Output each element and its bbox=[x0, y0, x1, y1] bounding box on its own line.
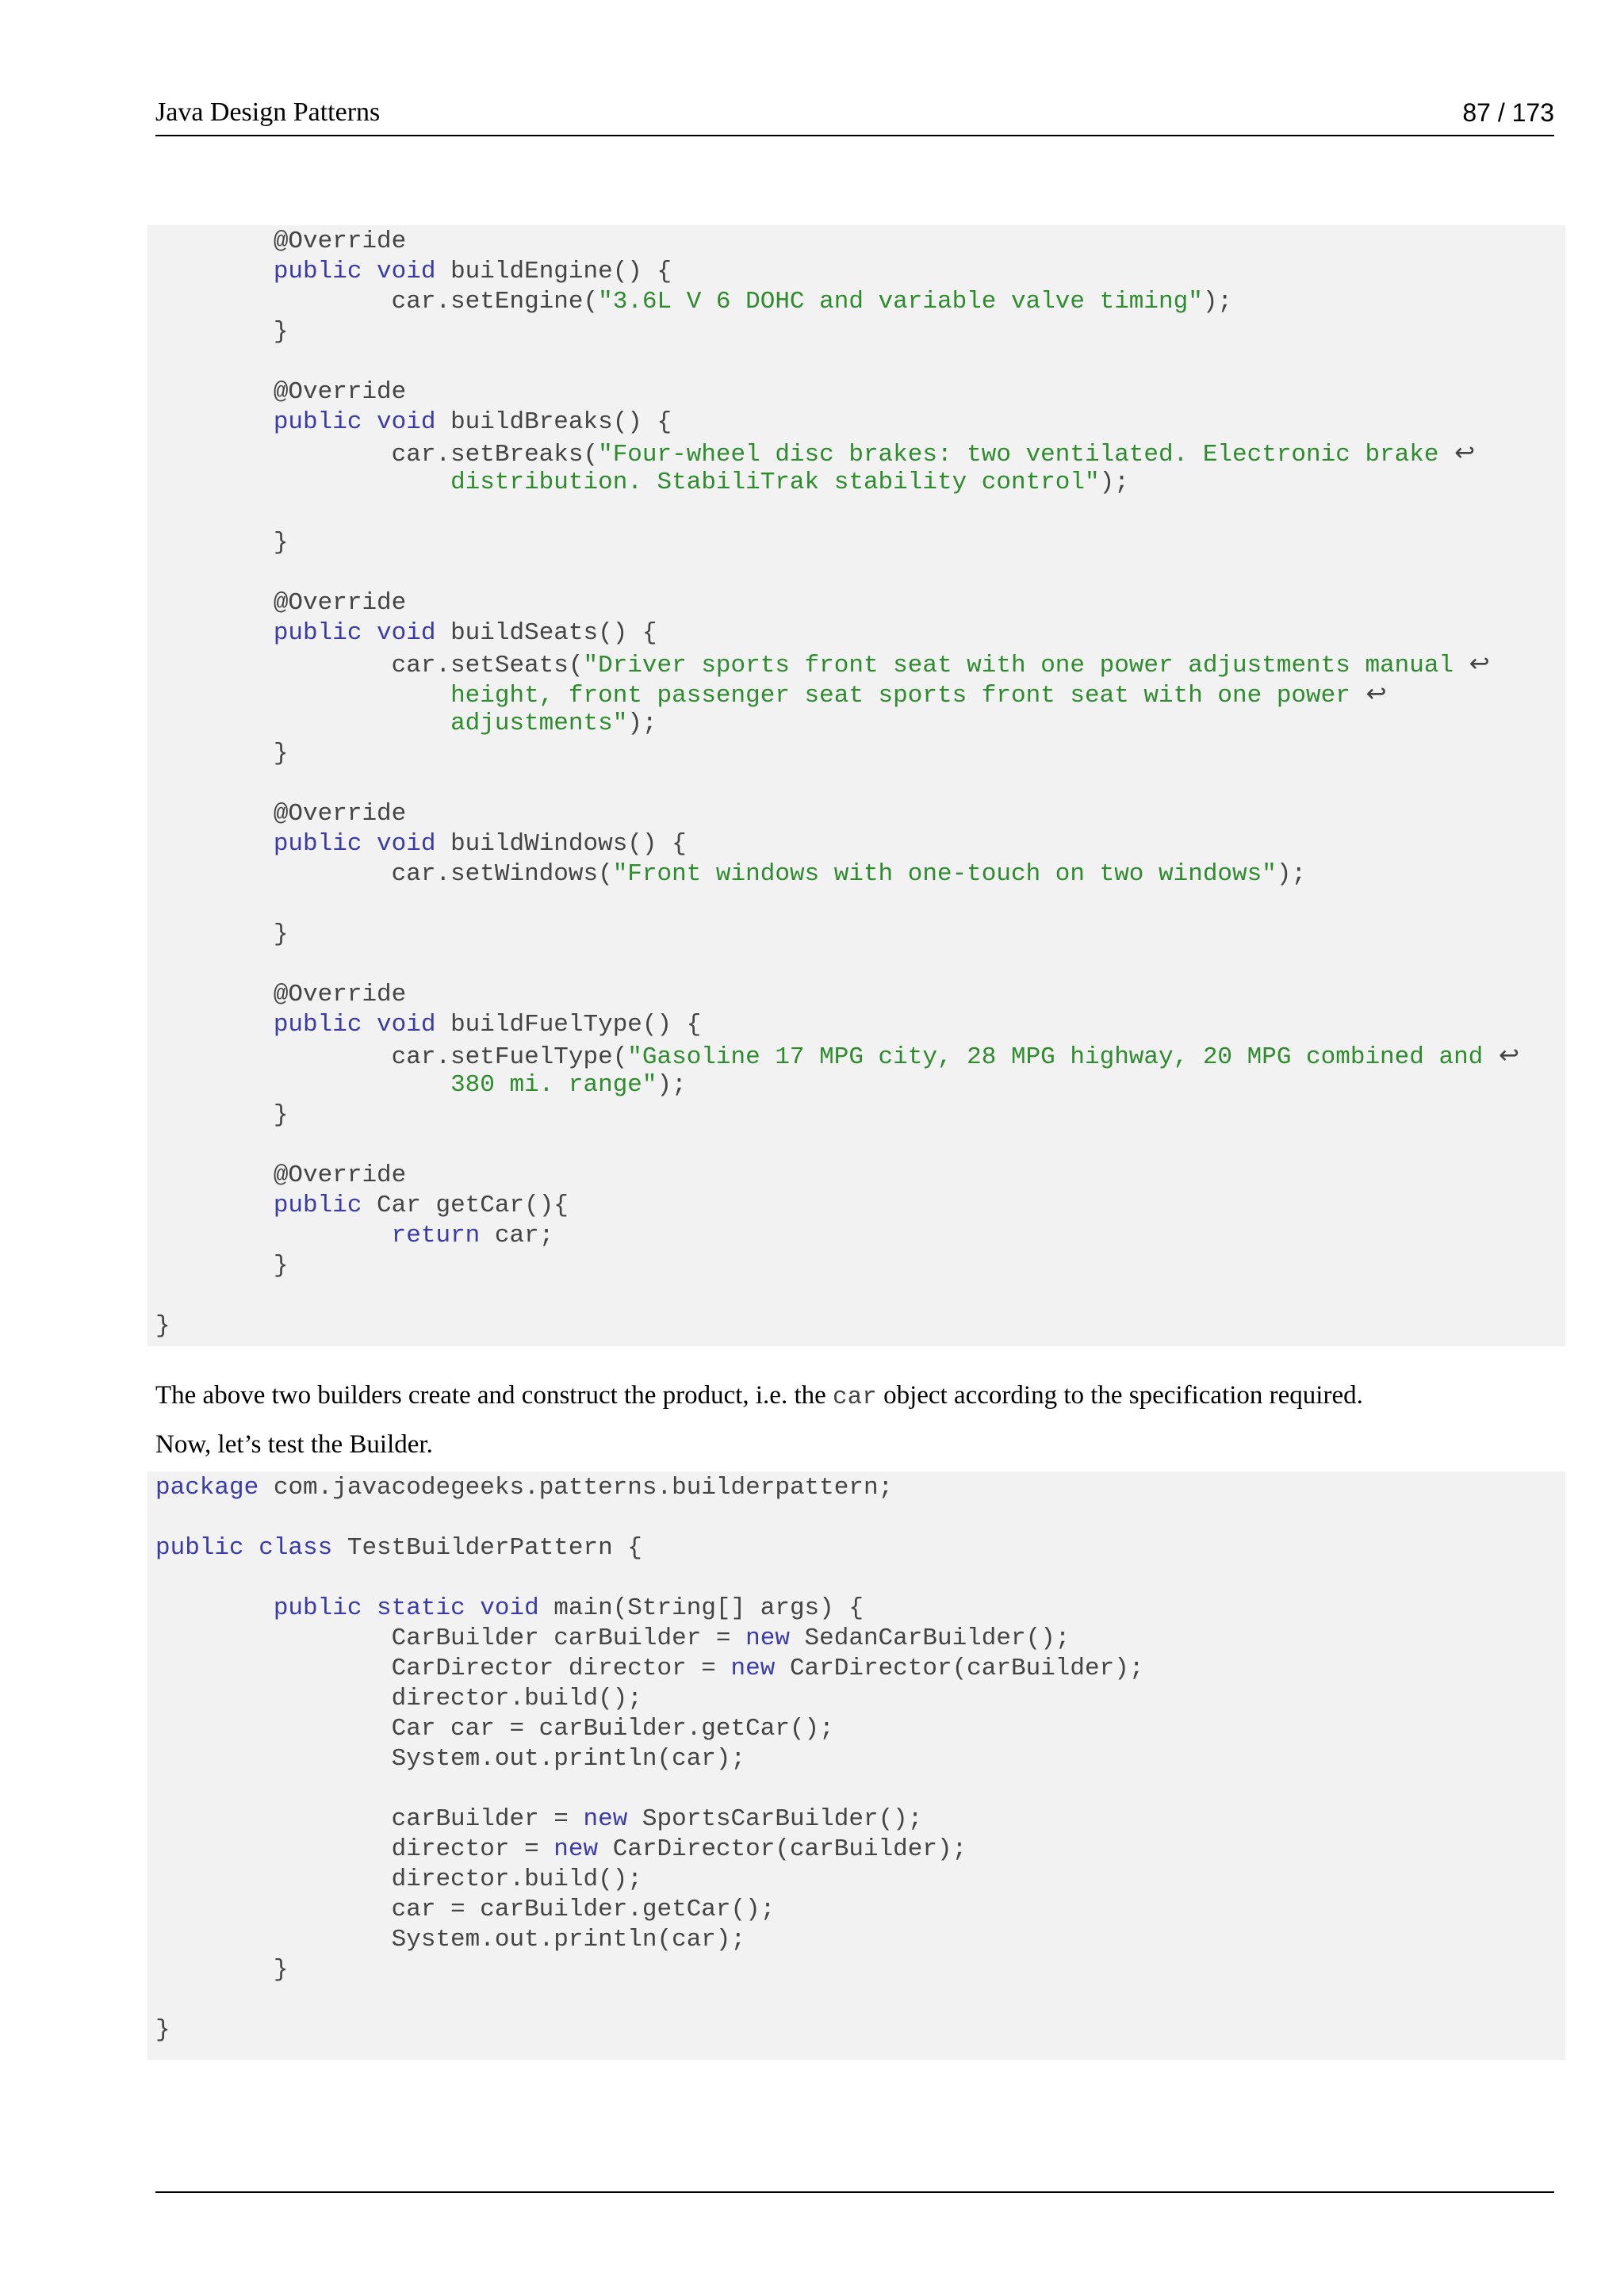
code-token: ); bbox=[1202, 288, 1233, 316]
code-string: "Front windows with one-touch on two windows" bbox=[612, 860, 1277, 888]
code-token: } bbox=[155, 1312, 170, 1340]
paragraph-builders-explanation bbox=[155, 1380, 1554, 1414]
code-token: } bbox=[155, 1956, 289, 1984]
code-token: CarDirector(carBuilder); bbox=[775, 1655, 1144, 1682]
code-token: Car car = carBuilder.getCar(); bbox=[155, 1715, 834, 1743]
code-token: buildFuelType() { bbox=[435, 1011, 702, 1039]
code-line bbox=[155, 558, 1565, 588]
code-string: adjustments" bbox=[450, 710, 628, 737]
code-token: com.javacodegeeks.patterns.builderpattern; bbox=[259, 1474, 894, 1502]
code-token: buildEngine() { bbox=[435, 258, 672, 285]
code-line bbox=[155, 1040, 1565, 1070]
code-token: } bbox=[155, 529, 289, 557]
code-line bbox=[155, 1714, 1565, 1744]
code-line bbox=[155, 980, 1565, 1010]
code-string: distribution. StabiliTrak stability control" bbox=[450, 469, 1100, 496]
line-continuation-icon: ↩ bbox=[1350, 679, 1387, 708]
code-line bbox=[155, 950, 1565, 980]
code-string: 380 mi. range" bbox=[450, 1071, 657, 1099]
code-token: ); bbox=[627, 710, 657, 737]
code-line bbox=[155, 468, 1565, 498]
code-token: car.setFuelType( bbox=[155, 1043, 628, 1071]
code-token: ); bbox=[657, 1071, 687, 1099]
code-token: ); bbox=[1276, 860, 1307, 888]
code-line bbox=[155, 649, 1565, 679]
code-token: carBuilder = bbox=[155, 1805, 584, 1833]
document-title: Java Design Patterns bbox=[155, 98, 381, 127]
code-keyword: public void bbox=[273, 619, 436, 647]
code-token bbox=[155, 408, 274, 436]
code-keyword: public class bbox=[155, 1534, 333, 1562]
code-string: height, front passenger seat sports front seat with one power bbox=[450, 682, 1350, 710]
page-header bbox=[155, 97, 1554, 136]
code-line bbox=[155, 618, 1565, 649]
code-token: buildSeats() { bbox=[435, 619, 657, 647]
code-line bbox=[155, 1503, 1565, 1533]
code-token: car = carBuilder.getCar(); bbox=[155, 1896, 776, 1923]
code-line bbox=[155, 1624, 1565, 1654]
code-line bbox=[155, 1473, 1565, 1503]
code-token: car.setEngine( bbox=[155, 288, 599, 316]
code-line bbox=[155, 1010, 1565, 1040]
code-keyword: public bbox=[273, 1192, 362, 1219]
code-token: director.build(); bbox=[155, 1866, 642, 1893]
page-number: 87 / 173 bbox=[1462, 98, 1554, 127]
code-line bbox=[155, 588, 1565, 618]
code-string: "3.6L V 6 DOHC and variable valve timing" bbox=[598, 288, 1203, 316]
code-line bbox=[155, 920, 1565, 950]
code-line bbox=[155, 1774, 1565, 1804]
code-line bbox=[155, 528, 1565, 558]
code-token: CarDirector(carBuilder); bbox=[598, 1835, 967, 1863]
inline-code-car: car bbox=[833, 1383, 877, 1411]
code-token: director = bbox=[155, 1835, 554, 1863]
code-token: @Override bbox=[155, 800, 407, 828]
code-token bbox=[155, 710, 450, 737]
code-line bbox=[155, 1161, 1565, 1191]
code-token: } bbox=[155, 2016, 170, 2044]
code-token bbox=[155, 258, 274, 285]
code-token: SportsCarBuilder(); bbox=[627, 1805, 923, 1833]
code-keyword: new bbox=[745, 1624, 790, 1652]
code-line bbox=[155, 1251, 1565, 1281]
code-token bbox=[155, 1192, 274, 1219]
code-keyword: public void bbox=[273, 830, 436, 858]
code-token: @Override bbox=[155, 1161, 407, 1189]
code-token: SedanCarBuilder(); bbox=[789, 1624, 1071, 1652]
line-continuation-icon: ↩ bbox=[1454, 649, 1490, 678]
code-line bbox=[155, 1191, 1565, 1221]
code-token bbox=[155, 1011, 274, 1039]
code-line bbox=[155, 859, 1565, 890]
code-keyword: public void bbox=[273, 1011, 436, 1039]
code-token: ); bbox=[1099, 469, 1129, 496]
code-token: @Override bbox=[155, 378, 407, 406]
code-line bbox=[155, 890, 1565, 920]
code-line bbox=[155, 377, 1565, 408]
code-token: System.out.println(car); bbox=[155, 1745, 746, 1773]
code-token: @Override bbox=[155, 228, 407, 255]
line-continuation-icon: ↩ bbox=[1438, 438, 1476, 467]
code-line bbox=[155, 709, 1565, 739]
code-keyword: public void bbox=[273, 258, 436, 285]
code-line bbox=[155, 1594, 1565, 1624]
code-token: } bbox=[155, 318, 289, 346]
code-line bbox=[155, 498, 1565, 528]
code-line bbox=[155, 1070, 1565, 1100]
code-line bbox=[155, 317, 1565, 347]
paragraph-text-after: object according to the specification required. bbox=[876, 1381, 1363, 1410]
code-keyword: public void bbox=[273, 408, 436, 436]
code-line bbox=[155, 1895, 1565, 1925]
code-token: } bbox=[155, 920, 289, 948]
code-token: System.out.println(car); bbox=[155, 1926, 746, 1954]
code-token bbox=[155, 619, 274, 647]
code-token: buildWindows() { bbox=[435, 830, 687, 858]
code-string: "Four-wheel disc brakes: two ventilated. Electronic brake bbox=[598, 441, 1439, 469]
code-line bbox=[155, 1281, 1565, 1311]
code-line bbox=[155, 1100, 1565, 1131]
code-line bbox=[155, 739, 1565, 769]
code-token bbox=[155, 1594, 274, 1622]
code-token: car.setBreaks( bbox=[155, 441, 599, 469]
code-line bbox=[155, 2015, 1565, 2045]
code-line bbox=[155, 1131, 1565, 1161]
code-block-builder-methods bbox=[147, 225, 1565, 1346]
paragraph-test-intro: Now, let’s test the Builder. bbox=[155, 1430, 433, 1459]
code-token: car; bbox=[480, 1222, 554, 1249]
code-token: CarBuilder carBuilder = bbox=[155, 1624, 746, 1652]
code-line bbox=[155, 1744, 1565, 1774]
code-token: Car getCar(){ bbox=[362, 1192, 569, 1219]
code-token bbox=[155, 682, 450, 710]
code-token: } bbox=[155, 1252, 289, 1280]
code-token bbox=[155, 830, 274, 858]
code-line bbox=[155, 679, 1565, 709]
code-line bbox=[155, 1985, 1565, 2015]
code-line bbox=[155, 1221, 1565, 1251]
code-keyword: new bbox=[553, 1835, 599, 1863]
code-token: buildBreaks() { bbox=[435, 408, 672, 436]
code-line bbox=[155, 1311, 1565, 1341]
code-line bbox=[155, 347, 1565, 377]
code-line bbox=[155, 769, 1565, 799]
code-line bbox=[155, 1804, 1565, 1835]
code-line bbox=[155, 1865, 1565, 1895]
code-line bbox=[155, 438, 1565, 468]
code-line bbox=[155, 799, 1565, 829]
footer-divider bbox=[155, 2191, 1554, 2193]
code-string: "Gasoline 17 MPG city, 28 MPG highway, 20 MPG combined and bbox=[627, 1043, 1484, 1071]
code-token bbox=[155, 469, 450, 496]
paragraph-text-before: The above two builders create and construct the product, i.e. the bbox=[155, 1381, 833, 1410]
code-token: car.setWindows( bbox=[155, 860, 613, 888]
code-keyword: new bbox=[583, 1805, 628, 1833]
code-token bbox=[155, 1071, 450, 1099]
code-token: @Override bbox=[155, 589, 407, 617]
line-continuation-icon: ↩ bbox=[1483, 1041, 1519, 1070]
code-token: } bbox=[155, 1101, 289, 1129]
code-keyword: return bbox=[391, 1222, 481, 1249]
code-line bbox=[155, 1684, 1565, 1714]
code-keyword: new bbox=[730, 1655, 776, 1682]
code-line bbox=[155, 1533, 1565, 1563]
code-string: "Driver sports front seat with one power adjustments manual bbox=[583, 652, 1454, 679]
code-line bbox=[155, 1835, 1565, 1865]
code-token: main(String[] args) { bbox=[538, 1594, 864, 1622]
code-line bbox=[155, 257, 1565, 287]
code-token: } bbox=[155, 740, 289, 767]
code-token bbox=[155, 1222, 392, 1249]
code-token: CarDirector director = bbox=[155, 1655, 731, 1682]
code-line bbox=[155, 1955, 1565, 1985]
code-token: director.build(); bbox=[155, 1685, 642, 1712]
code-keyword: public static void bbox=[273, 1594, 539, 1622]
code-line bbox=[155, 1925, 1565, 1955]
code-token: car.setSeats( bbox=[155, 652, 584, 679]
code-block-test-class bbox=[147, 1471, 1565, 2060]
code-line bbox=[155, 287, 1565, 317]
code-token: TestBuilderPattern { bbox=[332, 1534, 642, 1562]
code-token: @Override bbox=[155, 981, 407, 1008]
code-line bbox=[155, 829, 1565, 859]
code-keyword: package bbox=[155, 1474, 259, 1502]
code-line bbox=[155, 408, 1565, 438]
code-line bbox=[155, 227, 1565, 257]
code-line bbox=[155, 1563, 1565, 1594]
code-line bbox=[155, 1654, 1565, 1684]
